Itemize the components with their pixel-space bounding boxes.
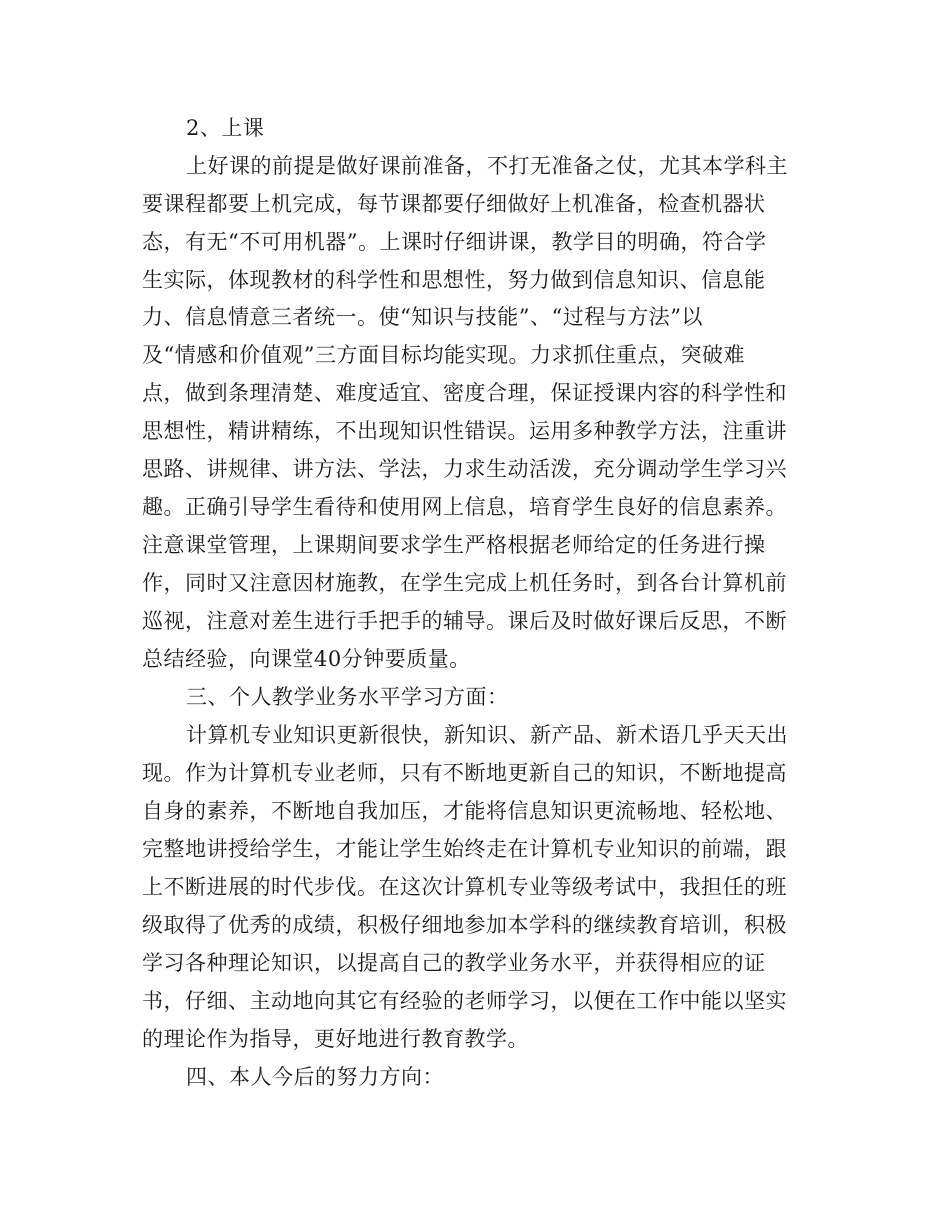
text-line: 现。作为计算机专业老师，只有不断地更新自己的知识，不断地提高: [142, 761, 787, 785]
text-line: 趣。正确引导学生看待和使用网上信息，培育学生良好的信息素养。: [142, 495, 787, 519]
text-line: 生实际，体现教材的科学性和思想性，努力做到信息知识、信息能: [142, 268, 766, 292]
text-line: 作，同时又注意因材施教，在学生完成上机任务时，到各台计算机前: [142, 571, 787, 595]
text-line: 自身的素养，不断地自我加压，才能将信息知识更流畅地、轻松地、: [142, 799, 787, 823]
text-line: 的理论作为指导，更好地进行教育教学。: [142, 1027, 529, 1051]
text-line: 级取得了优秀的成绩，积极仔细地参加本学科的继续教育培训，积极: [142, 913, 787, 937]
text-line: 总结经验，向课堂40分钟要质量。: [142, 647, 471, 671]
section-heading-class: 2、上课: [186, 116, 265, 140]
text-line: 书，仔细、主动地向其它有经验的老师学习，以便在工作中能以坚实: [142, 989, 787, 1013]
text-line: 上好课的前提是做好课前准备，不打无准备之仗，尤其本学科主: [186, 154, 788, 178]
text-line: 计算机专业知识更新很快，新知识、新产品、新术语几乎天天出: [186, 723, 788, 747]
text-line: 要课程都要上机完成，每节课都要仔细做好上机准备，检查机器状: [142, 192, 766, 216]
text-line: 力、信息情意三者统一。使“知识与技能”、“过程与方法”以: [142, 305, 703, 329]
text-line: 及“情感和价值观”三方面目标均能实现。力求抓住重点，突破难: [142, 343, 745, 367]
text-line: 思想性，精讲精练，不出现知识性错误。运用多种教学方法，注重讲: [142, 419, 787, 443]
text-line: 点，做到条理清楚、难度适宜、密度合理，保证授课内容的科学性和: [142, 381, 787, 405]
section-heading-future: 四、本人今后的努力方向：: [186, 1065, 444, 1089]
text-line: 学习各种理论知识，以提高自己的教学业务水平，并获得相应的证: [142, 951, 766, 975]
text-line: 思路、讲规律、讲方法、学法，力求生动活泼，充分调动学生学习兴: [142, 457, 787, 481]
text-line: 巡视，注意对差生进行手把手的辅导。课后及时做好课后反思，不断: [142, 609, 787, 633]
text-line: 态，有无“不可用机器”。上课时仔细讲课，教学目的明确，符合学: [142, 230, 767, 254]
text-line: 注意课堂管理，上课期间要求学生严格根据老师给定的任务进行操: [142, 533, 766, 557]
text-line: 完整地讲授给学生，才能让学生始终走在计算机专业知识的前端，跟: [142, 837, 787, 861]
section-heading-study: 三、个人教学业务水平学习方面：: [186, 685, 509, 709]
text-line: 上不断进展的时代步伐。在这次计算机专业等级考试中，我担任的班: [142, 875, 787, 899]
